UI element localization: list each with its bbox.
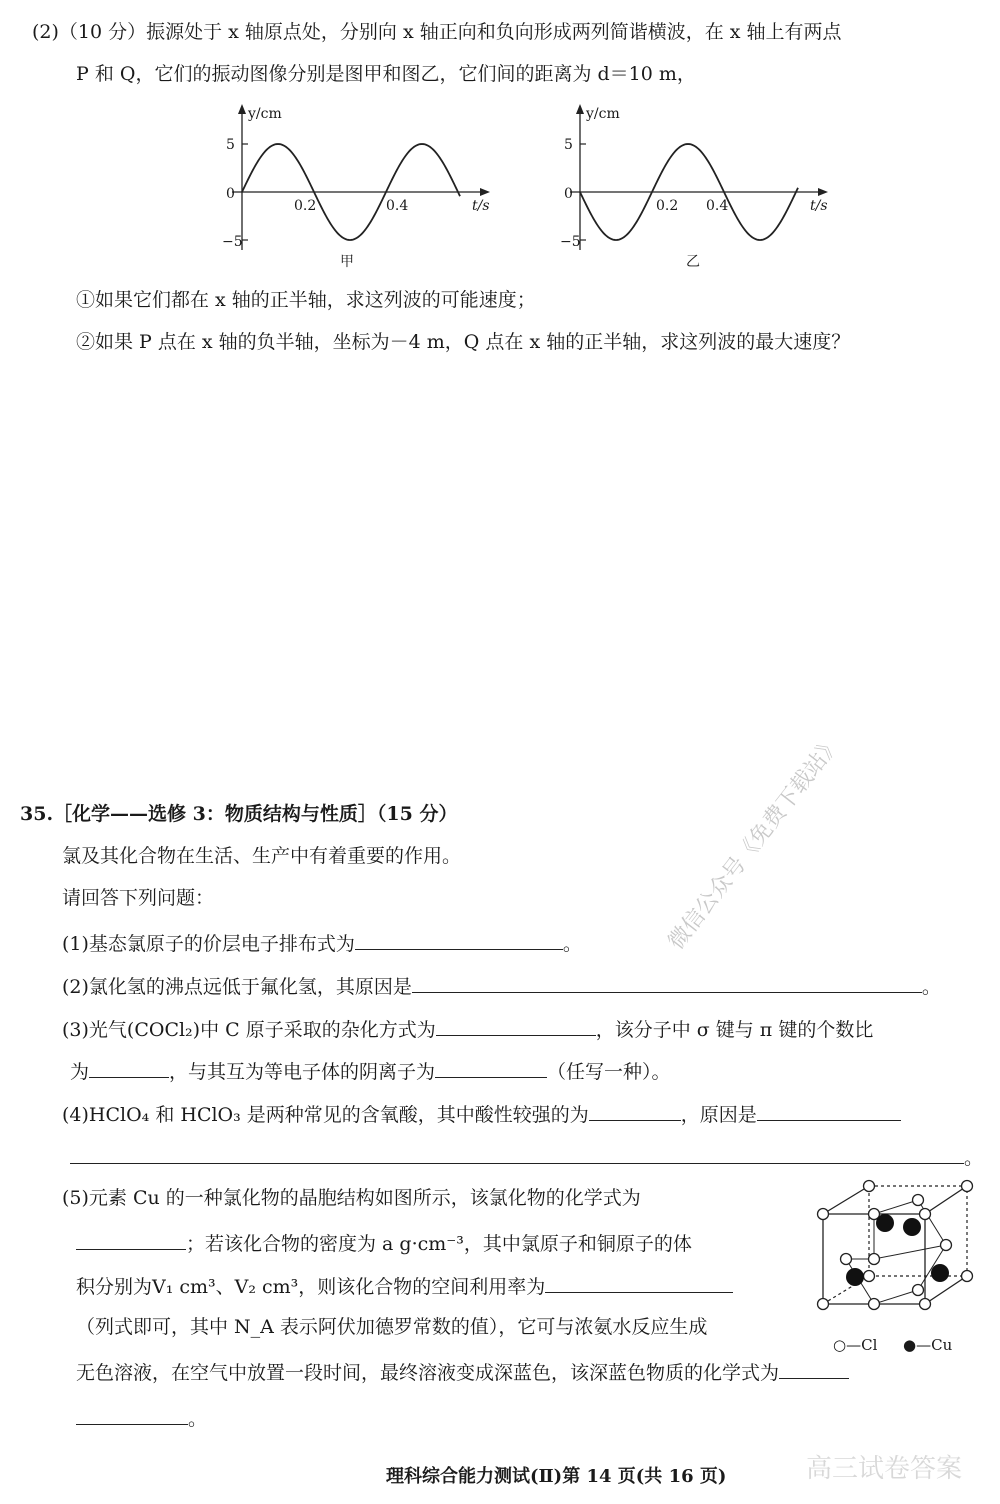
watermark-text: 微信公众号《免费下载站》 [663,731,847,955]
q34-line-2: P 和 Q，它们的振动图像分别是图甲和图乙，它们间的距离为 d＝10 m， [76,63,696,85]
q35-part-3-line-1: (3)光气(COCl₂)中 C 原子采取的杂化方式为 ，该分子中 σ 键与 π 键的个数比 [62,1013,873,1044]
q35-part-4-line-2: 。 [70,1141,983,1172]
page-footer: 理科综合能力测试(Ⅱ)第 14 页(共 16 页) [386,1466,727,1487]
cl-atoms [818,1181,973,1310]
q35-p3-text: (3)光气(COCl₂)中 C 原子采取的杂化方式为 [62,1019,436,1041]
graph-jia-t-arrow [480,188,490,196]
graph-yi-tick-0.2: 0.2 [656,198,679,214]
answer-blank-3b[interactable] [89,1055,169,1078]
answer-blank-4a[interactable] [589,1098,681,1121]
answer-blank-2[interactable] [412,970,922,993]
q35-part-5-line-6: 。 [76,1402,207,1433]
graph-yi-tick-0.4: 0.4 [706,198,729,214]
q35-part-2: (2)氯化氢的沸点远低于氟化氢，其原因是 。 [62,970,941,1001]
answer-blank-1[interactable] [355,927,563,950]
q35-part-5-line-3: 积分别为V₁ cm³、V₂ cm³，则该化合物的空间利用率为 [76,1270,733,1301]
answer-blank-5d[interactable] [76,1402,188,1425]
graph-jia-tick-neg5: −5 [222,234,243,250]
q34-sub-1: ①如果它们都在 x 轴的正半轴，求这列波的可能速度； [76,289,536,311]
graph-jia-ylabel: y/cm [248,106,282,122]
graph-yi-tick-5: 5 [564,137,573,153]
graph-yi-tick-neg5: −5 [560,234,581,250]
legend-cl: ○—Cl [833,1336,878,1354]
graph-jia-xlabel: t/s [472,198,490,214]
corner-watermark: 高三试卷答案 [806,1454,963,1484]
q35-intro: 氯及其化合物在生活、生产中有着重要的作用。 [62,845,462,867]
answer-blank-4c[interactable] [70,1141,964,1164]
q35-part-5-line-2: ；若该化合物的密度为 a g·cm⁻³，其中氯原子和铜原子的体 [76,1227,692,1258]
graph-yi-t-arrow [818,188,828,196]
graph-yi-y-arrow [576,104,584,114]
graph-yi-origin: 0 [564,186,573,202]
answer-blank-3a[interactable] [436,1013,596,1036]
graph-yi-xlabel: t/s [810,198,828,214]
graph-jia-tick-5: 5 [226,137,235,153]
q35-part-5-line-4: （列式即可，其中 N_A 表示阿伏加德罗常数的值），它可与浓氨水反应生成 [76,1316,708,1338]
graph-yi-caption: 乙 [686,254,700,270]
graph-jia-caption: 甲 [340,254,354,270]
graph-jia-origin: 0 [226,186,235,202]
graph-yi [560,100,830,272]
q35-part-5-line-5: 无色溶液，在空气中放置一段时间，最终溶液变成深蓝色，该深蓝色物质的化学式为 [76,1356,849,1387]
q34-line-1: (2)（10 分）振源处于 x 轴原点处，分别向 x 轴正向和负向形成两列简谐横波，在 x 轴上有两点 [32,21,842,43]
answer-blank-3c[interactable] [435,1055,547,1078]
q35-prompt: 请回答下列问题： [62,887,215,909]
graph-yi-ylabel: y/cm [586,106,620,122]
q35-p4-text: (4)HClO₄ 和 HClO₃ 是两种常见的含氧酸，其中酸性较强的为 [62,1104,589,1126]
graph-jia [222,100,492,272]
answer-blank-5a[interactable] [76,1227,186,1250]
q35-p2-text: (2)氯化氢的沸点远低于氟化氢，其原因是 [62,976,412,998]
q34-sub-2: ②如果 P 点在 x 轴的负半轴，坐标为－4 m，Q 点在 x 轴的正半轴，求这列波的最大速度？ [76,331,851,353]
legend-cu: ●—Cu [903,1336,953,1354]
graph-jia-y-arrow [238,104,246,114]
q35-part-3-line-2: 为 ，与其互为等电子体的阴离子为 （任写一种）。 [70,1055,671,1086]
q35-header: 35.［化学——选修 3：物质结构与性质］（15 分） [20,803,458,825]
answer-blank-5b[interactable] [545,1270,733,1293]
answer-blank-4b[interactable] [757,1098,901,1121]
crystal-cell-figure [815,1178,985,1360]
q35-p1-text: (1)基态氯原子的价层电子排布式为 [62,933,355,955]
q35-part-4-line-1: (4)HClO₄ 和 HClO₃ 是两种常见的含氧酸，其中酸性较强的为 ，原因是 [62,1098,901,1129]
graph-jia-tick-0.4: 0.4 [386,198,409,214]
q35-part-1: (1)基态氯原子的价层电子排布式为 。 [62,927,582,958]
q35-part-5-line-1: (5)元素 Cu 的一种氯化物的晶胞结构如图所示，该氯化物的化学式为 [62,1187,641,1209]
graph-jia-tick-0.2: 0.2 [294,198,317,214]
